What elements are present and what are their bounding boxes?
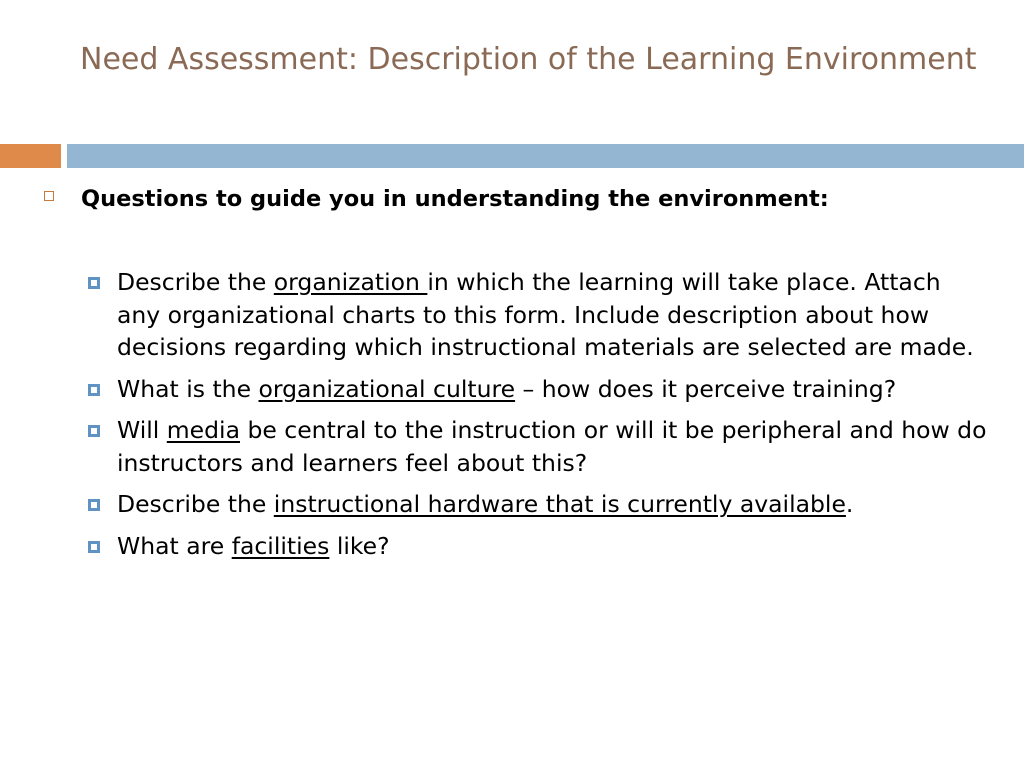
square-bullet-icon bbox=[88, 541, 100, 553]
list-item bbox=[117, 373, 987, 406]
square-bullet-icon bbox=[88, 425, 100, 437]
slide-title: Need Assessment: Description of the Learning Environment bbox=[80, 42, 977, 77]
underlined-term: instructional hardware that is currently available bbox=[273, 490, 846, 518]
item-text: – how does it perceive training? bbox=[515, 374, 897, 403]
square-bullet-icon bbox=[88, 277, 100, 289]
bullet-heading: Questions to guide you in understanding the environment: bbox=[81, 186, 829, 212]
item-text: What are bbox=[117, 531, 232, 560]
item-text: Will bbox=[117, 416, 167, 444]
underlined-term: organizational culture bbox=[258, 374, 516, 403]
underlined-term: media bbox=[166, 416, 240, 444]
underlined-term: organization bbox=[273, 268, 428, 296]
square-bullet-icon bbox=[88, 384, 100, 396]
item-text: What is the bbox=[117, 374, 259, 403]
list-item bbox=[117, 530, 987, 563]
list-item bbox=[117, 488, 987, 521]
list-item bbox=[117, 414, 987, 479]
item-text: in which the learning will take place. Attach any organizational charts to this form. Include description about how decisions regarding which instructional materials are selected are made. bbox=[117, 268, 974, 361]
item-text: like? bbox=[329, 531, 390, 560]
question-list bbox=[117, 266, 987, 571]
underlined-term: facilities bbox=[231, 531, 330, 560]
list-item bbox=[117, 266, 987, 364]
square-bullet-icon bbox=[88, 499, 100, 511]
item-text: Describe the bbox=[117, 490, 274, 518]
item-text: . bbox=[845, 490, 854, 518]
item-text: be central to the instruction or will it be peripheral and how do instructors and learners feel about this? bbox=[117, 416, 987, 477]
item-text: Describe the bbox=[117, 268, 274, 296]
square-bullet-icon bbox=[44, 191, 54, 201]
